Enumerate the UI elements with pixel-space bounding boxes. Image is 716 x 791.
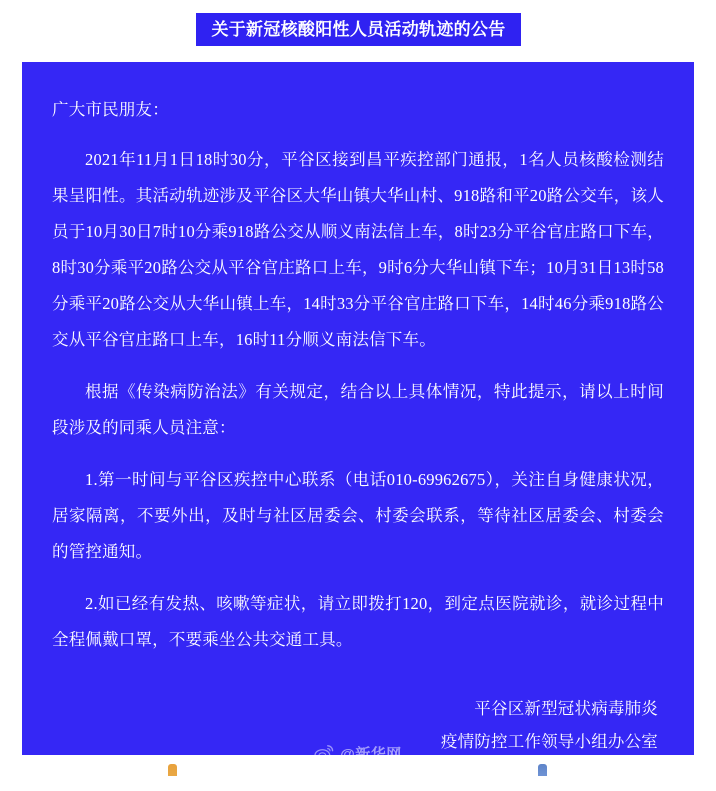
signature-block xyxy=(52,692,664,791)
announcement-title-banner xyxy=(196,13,521,46)
signature-organization-line-2: 疫情防控工作领导小组办公室 xyxy=(440,732,658,751)
page-title: 关于新冠核酸阳性人员活动轨迹的公告 xyxy=(211,20,506,39)
notice-item-1: 1.第一时间与平谷区疾控中心联系（电话010-69962675），关注自身健康状况，居家隔离，不要外出，及时与社区居委会、村委会联系，等待社区居委会、村委会的管控通知。 xyxy=(52,470,664,561)
notice-panel xyxy=(22,62,694,784)
paragraph-spacer xyxy=(52,364,664,374)
notice-item-2: 2.如已经有发热、咳嗽等症状，请立即拨打120，到定点医院就诊，就诊过程中全程佩戴口罩，不要乘坐公共交通工具。 xyxy=(52,594,664,649)
paragraph-spacer xyxy=(52,452,664,462)
salutation: 广大市民朋友： xyxy=(52,100,169,119)
watermark-handle: @新华网 xyxy=(340,745,402,763)
notice-body xyxy=(52,92,664,791)
notice-paragraph-2: 根据《传染病防治法》有关规定，结合以上具体情况，特此提示，请以上时间段涉及的同乘人员注意： xyxy=(52,382,664,437)
signature-date: 2021年11月2日 xyxy=(549,765,658,784)
paragraph-spacer xyxy=(52,576,664,586)
decoration-blue-shape xyxy=(538,764,547,776)
decoration-orange-shape xyxy=(168,764,177,776)
signature-organization-line-1: 平谷区新型冠状病毒肺炎 xyxy=(474,699,658,718)
notice-paragraph-1: 2021年11月1日18时30分，平谷区接到昌平疾控部门通报，1名人员核酸检测结果呈阳性。其活动轨迹涉及平谷区大华山镇大华山村、918路和平20路公交车，该人员于10月30日7时10分乘918路公交从顺义南法信上车，8时23分平谷官庄路口下车，8时30分乘平20路公交从平谷官庄路口上车，9时6分大华山镇下车；10月31日13时58分乘平20路公交从大华山镇上车，14时33分平谷官庄路口下车，14时46分乘918路公交从平谷官庄路口上车，16时11分顺义南法信下车。 xyxy=(52,150,664,349)
